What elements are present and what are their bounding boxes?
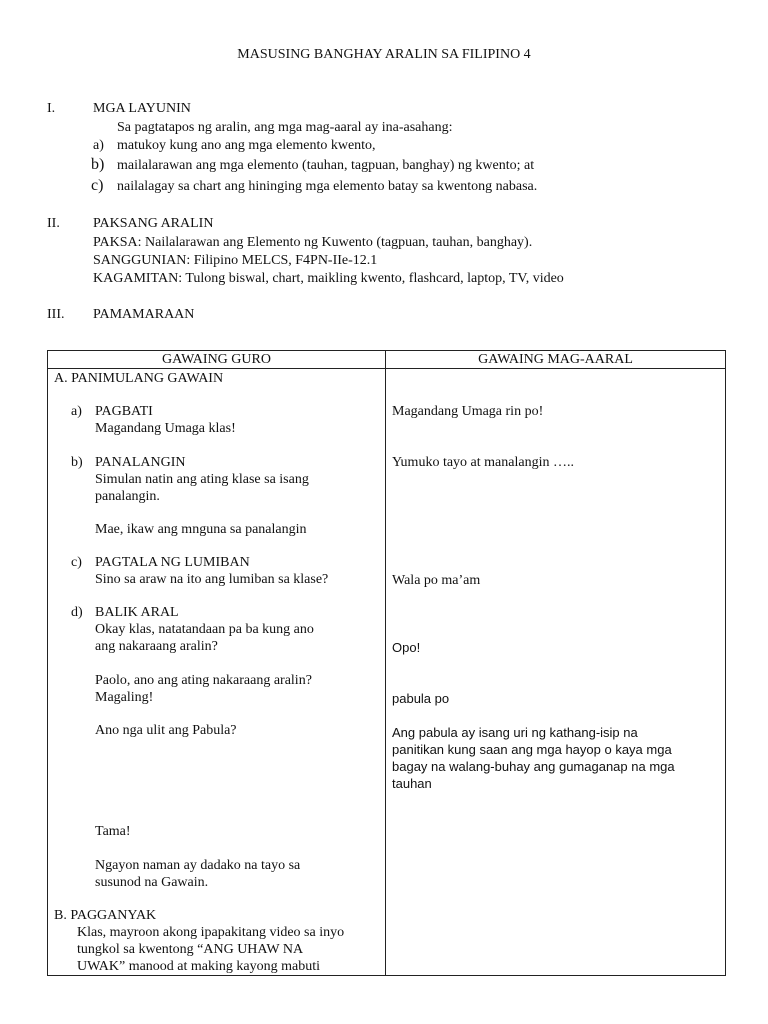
teacher-line: Ano nga ulit ang Pabula? [95, 723, 237, 738]
procedure-table [47, 350, 726, 976]
teacher-line: Ngayon naman ay dadako na tayo sa [95, 858, 301, 873]
objectives-intro: Sa pagtatapos ng aralin, ang mga mag-aaral ay ina-asahang: [117, 120, 453, 135]
topic-line: PAKSA: Nailalarawan ang Elemento ng Kuwento (tagpuan, tauhan, banghay). [93, 235, 533, 250]
teacher-line: Mae, ikaw ang mnguna sa panalangin [95, 522, 307, 537]
objective-text: nailalagay sa chart ang hininging mga elemento batay sa kwentong nabasa. [117, 179, 538, 194]
section-numeral-2: II. [47, 216, 60, 231]
attendance-heading: PAGTALA NG LUMIBAN [95, 555, 250, 570]
student-activities [386, 369, 725, 975]
teacher-line: panalangin. [95, 489, 160, 504]
teacher-activities [48, 369, 385, 975]
student-response: Wala po ma’am [392, 573, 481, 588]
teacher-line: Magaling! [95, 690, 154, 705]
student-response: Ang pabula ay isang uri ng kathang-isip na [392, 725, 638, 740]
objective-text: mailalarawan ang mga elemento (tauhan, tagpuan, banghay) ng kwento; at [117, 158, 535, 173]
item-marker: b) [71, 455, 83, 470]
item-marker: a) [71, 404, 82, 419]
section-numeral-1: I. [47, 101, 56, 116]
objective-marker: c) [91, 177, 104, 194]
item-marker: c) [71, 555, 82, 570]
student-response: bagay na walang-buhay ang gumaganap na mga [392, 759, 675, 774]
teacher-line: tungkol sa kwentong “ANG UHAW NA [77, 942, 304, 957]
teacher-line: Okay klas, natatandaan pa ba kung ano [95, 622, 314, 637]
section-numeral-3: III. [47, 307, 65, 322]
column-header-student: GAWAING MAG-AARAL [386, 351, 726, 369]
student-response: Magandang Umaga rin po! [392, 404, 544, 419]
prayer-heading: PANALANGIN [95, 455, 186, 470]
teacher-line: UWAK” manood at making kayong mabuti [77, 959, 321, 974]
greeting-heading: PAGBATI [95, 404, 153, 419]
student-response: panitikan kung saan ang mga hayop o kaya mga [392, 742, 672, 757]
teacher-line: Sino sa araw na ito ang lumiban sa klase? [95, 572, 329, 587]
document-title: MASUSING BANGHAY ARALIN SA FILIPINO 4 [237, 47, 531, 62]
objective-marker: b) [91, 156, 105, 173]
section-heading-objectives: MGA LAYUNIN [93, 101, 191, 116]
section-heading-procedure: PAMAMARAAN [93, 307, 195, 322]
teacher-line: Paolo, ano ang ating nakaraang aralin? [95, 673, 312, 688]
teacher-line: susunod na Gawain. [95, 875, 209, 890]
section-heading-topic: PAKSANG ARALIN [93, 216, 214, 231]
review-heading: BALIK ARAL [95, 605, 179, 620]
part-a-heading: A. PANIMULANG GAWAIN [54, 371, 224, 386]
teacher-line: Klas, mayroon akong ipapakitang video sa inyo [77, 925, 345, 940]
teacher-line: ang nakaraang aralin? [95, 639, 218, 654]
teacher-line: Magandang Umaga klas! [95, 421, 236, 436]
objective-text: matukoy kung ano ang mga elemento kwento, [117, 138, 376, 153]
column-header-teacher: GAWAING GURO [48, 351, 386, 369]
student-response: tauhan [392, 776, 432, 791]
reference-line: SANGGUNIAN: Filipino MELCS, F4PN-IIe-12.1 [93, 253, 378, 268]
teacher-line: Simulan natin ang ating klase sa isang [95, 472, 309, 487]
part-b-heading: B. PAGGANYAK [54, 908, 157, 923]
student-response: Opo! [392, 640, 421, 655]
objective-marker: a) [93, 138, 104, 153]
materials-line: KAGAMITAN: Tulong biswal, chart, maikling kwento, flashcard, laptop, TV, video [93, 271, 564, 286]
item-marker: d) [71, 605, 83, 620]
student-response: pabula po [392, 691, 450, 706]
teacher-line: Tama! [95, 824, 131, 839]
student-response: Yumuko tayo at manalangin ….. [392, 455, 574, 470]
